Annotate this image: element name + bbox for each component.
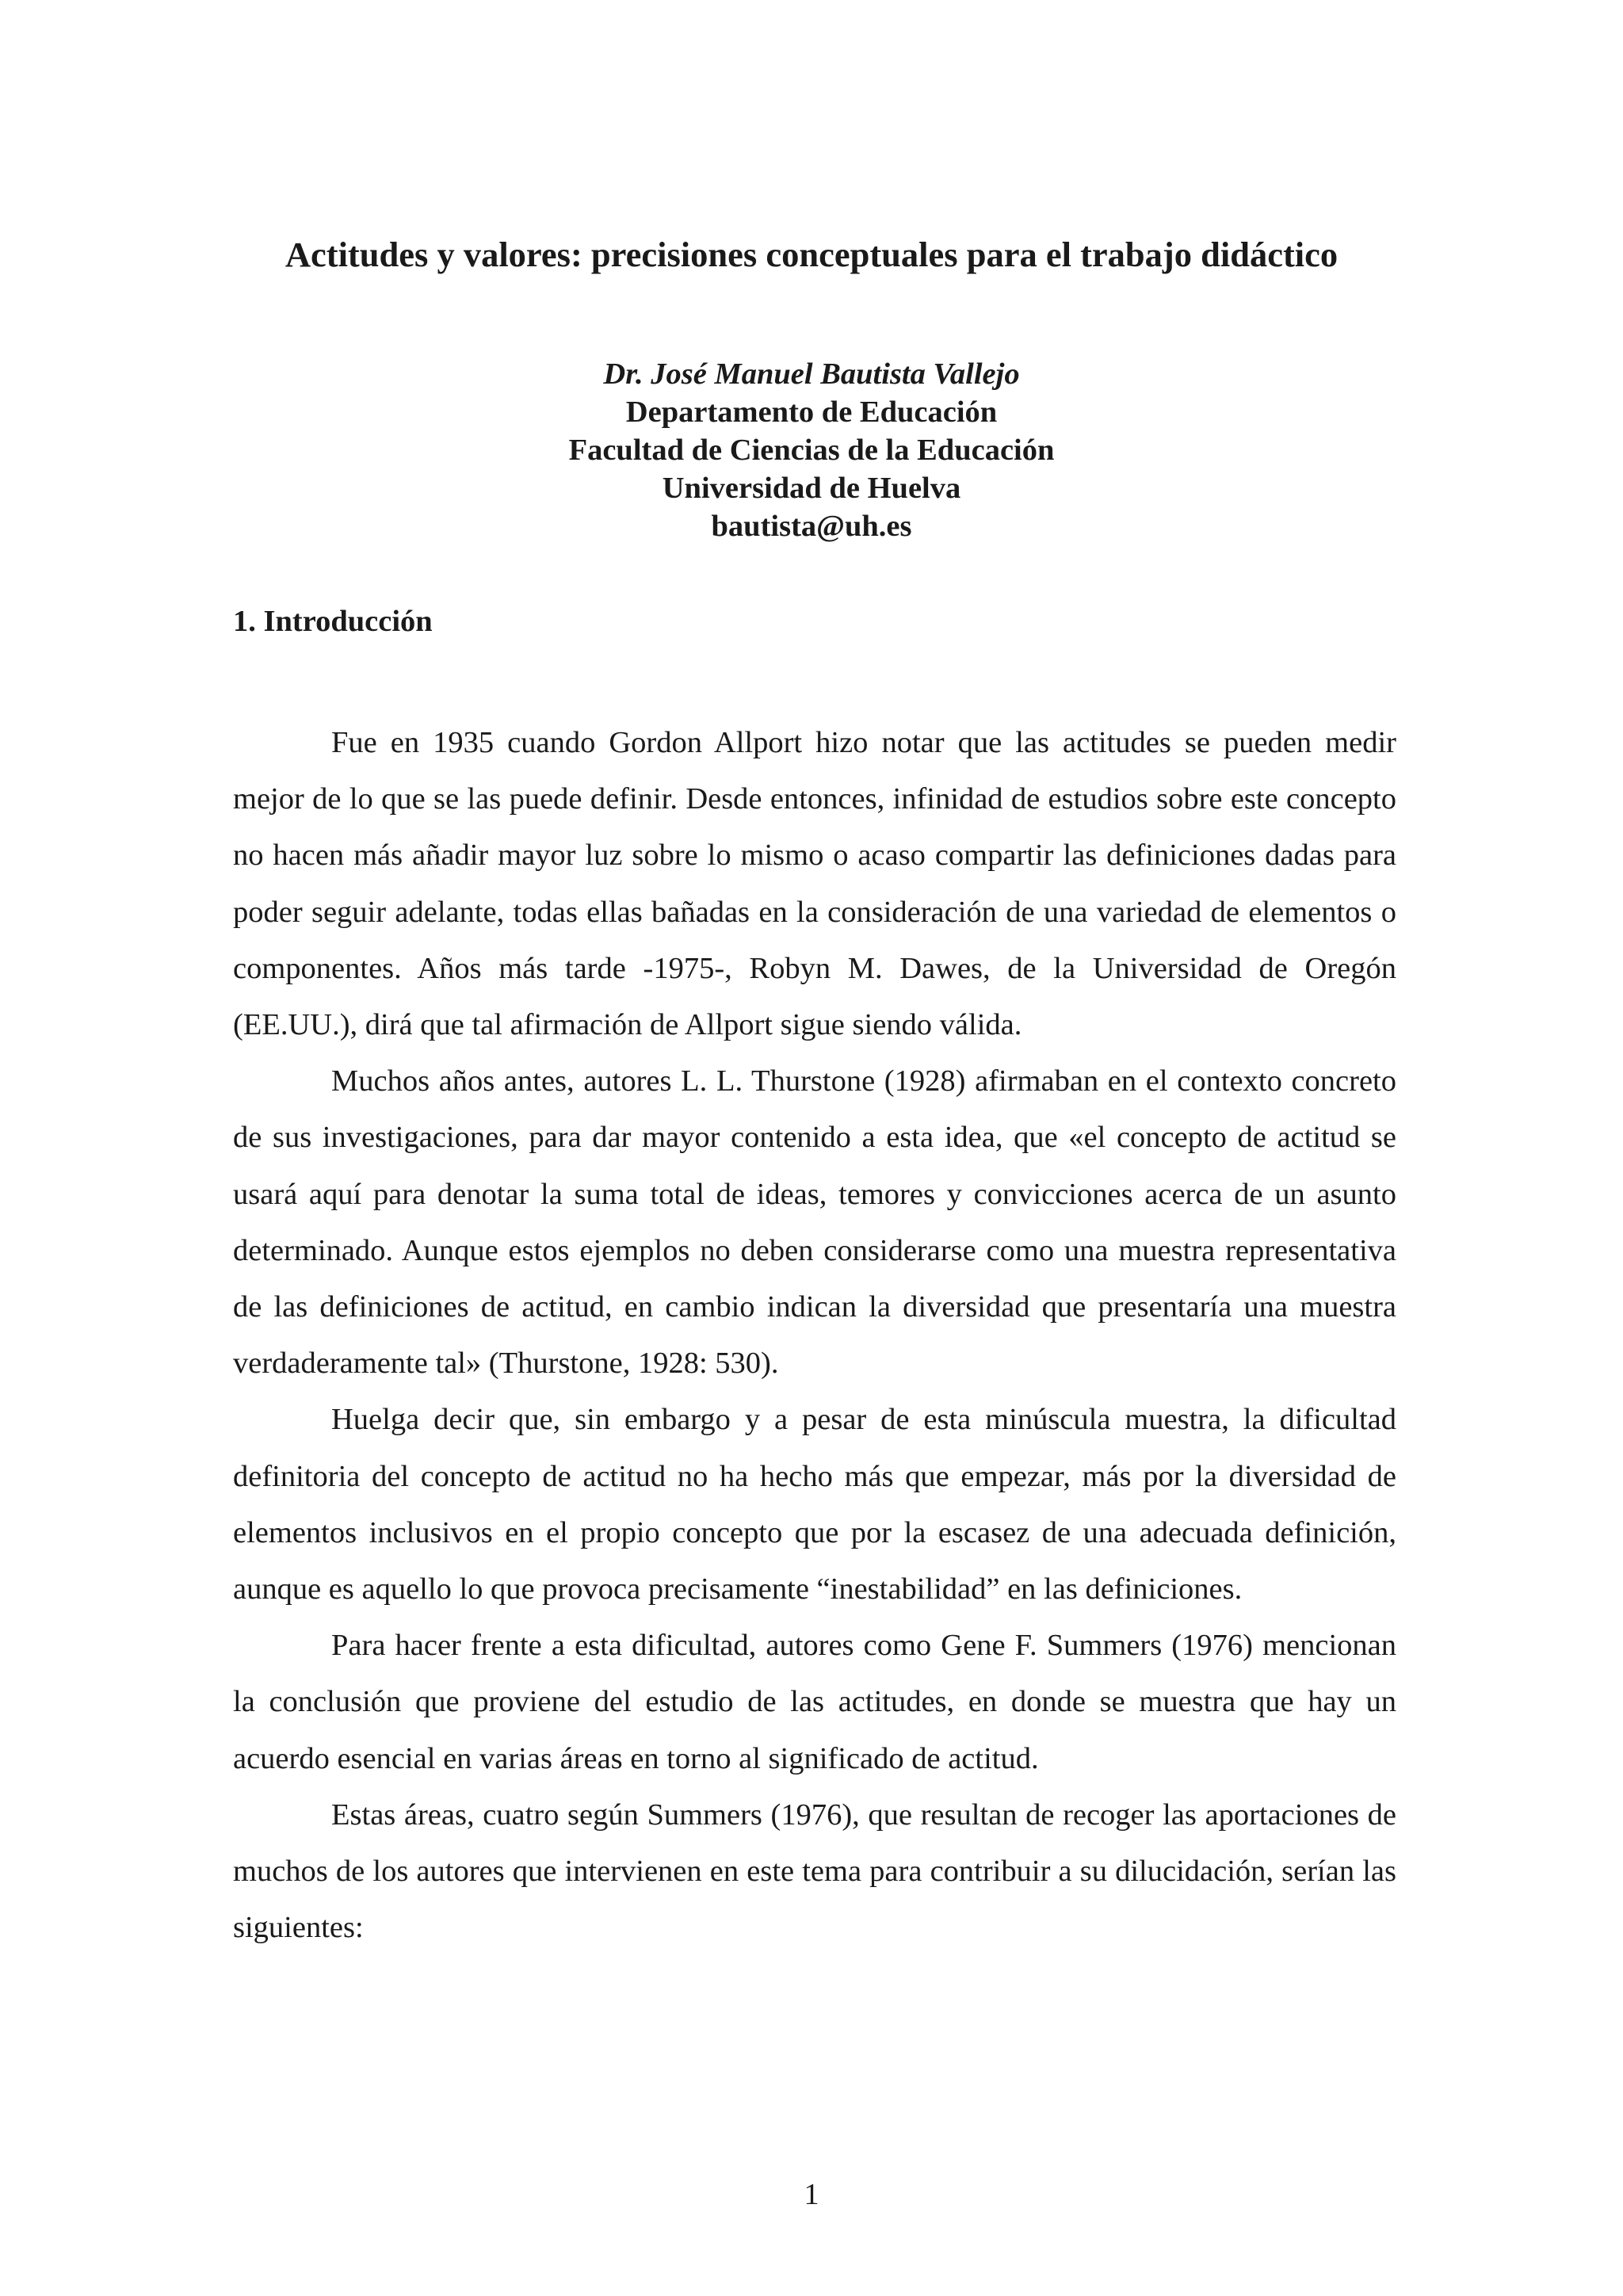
paragraph: Huelga decir que, sin embargo y a pesar de esta minúscula muestra, la dificultad definitoria del concepto de actitud no ha hecho más que empezar, más por la diversidad de elementos inclusivos en el propio concepto que por la escasez de una adecuada definición, aunque es aquello lo que provoca precisamente “inestabilidad” en las definiciones. — [233, 1403, 1396, 1606]
author-block — [0, 355, 1623, 545]
paragraph: Fue en 1935 cuando Gordon Allport hizo notar que las actitudes se pueden medir mejor de lo que se las puede definir. Desde entonces, infinidad de estudios sobre este concepto no hacen más añadir mayor luz sobre lo mismo o acaso compartir las definiciones dadas para poder seguir adelante, todas ellas bañadas en la consideración de una variedad de elementos o componentes. Años más tarde -1975-, Robyn M. Dawes, de la Universidad de Oregón (EE.UU.), dirá que tal afirmación de Allport sigue siendo válida. — [233, 726, 1396, 1042]
author-email: bautista@uh.es — [711, 510, 912, 543]
paragraph: Para hacer frente a esta dificultad, autores como Gene F. Summers (1976) mencionan la conclusión que proviene del estudio de las actitudes, en donde se muestra que hay un acuerdo esencial en varias áreas en torno al significado de actitud. — [233, 1629, 1396, 1775]
author-university: Universidad de Huelva — [662, 472, 961, 505]
author-department: Departamento de Educación — [625, 395, 998, 429]
author-name: Dr. José Manuel Bautista Vallejo — [603, 357, 1020, 391]
paragraph: Estas áreas, cuatro según Summers (1976), que resultan de recoger las aportaciones de muchos de los autores que intervienen en este tema para contribuir a su dilucidación, serían las siguientes: — [233, 1797, 1396, 1945]
paragraph: Muchos años antes, autores L. L. Thurstone (1928) afirmaban en el contexto concreto de sus investigaciones, para dar mayor contenido a esta idea, que «el concepto de actitud se usará aquí para denotar la suma total de ideas, temores y convicciones acerca de un asunto determinado. Aunque estos ejemplos no deben considerarse como una muestra representativa de las definiciones de actitud, en cambio indican la diversidad que presentaría una muestra verdaderamente tal» (Thurstone, 1928: 530). — [233, 1064, 1396, 1381]
body-text — [233, 715, 1396, 1956]
page-number: 1 — [804, 2178, 819, 2211]
document-title: Actitudes y valores: precisiones conceptuales para el trabajo didáctico — [285, 235, 1338, 274]
section-heading: 1. Introducción — [233, 605, 433, 638]
author-faculty: Facultad de Ciencias de la Educación — [568, 434, 1055, 467]
